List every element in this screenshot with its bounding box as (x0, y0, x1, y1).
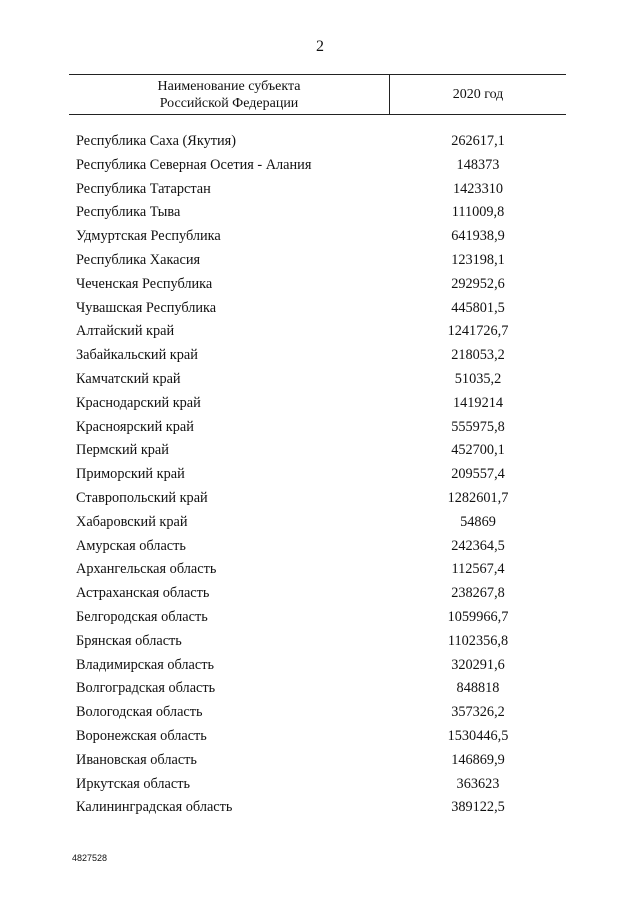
table-row (76, 630, 566, 654)
table-row (76, 582, 566, 606)
region-value: 641938,9 (451, 228, 505, 245)
region-value: 1059966,7 (447, 608, 509, 625)
region-value: 848818 (456, 680, 500, 697)
table-row (76, 249, 566, 273)
region-name: Владимирская область (76, 656, 215, 673)
table-row (76, 344, 566, 368)
table-row (76, 392, 566, 416)
table-row (76, 130, 566, 154)
table-row (76, 535, 566, 559)
region-name: Забайкальский край (76, 347, 198, 364)
table-row (76, 773, 566, 797)
table-row (76, 297, 566, 321)
region-name: Белгородская область (76, 608, 208, 625)
region-name: Республика Тыва (76, 204, 181, 221)
region-value: 146869,9 (451, 751, 505, 768)
region-name: Вологодская область (76, 704, 203, 721)
table-row (76, 368, 566, 392)
region-value: 1419214 (452, 394, 504, 411)
table-row (76, 796, 566, 820)
region-name: Удмуртская Республика (76, 228, 221, 245)
table-row (76, 725, 566, 749)
page-number: 2 (316, 38, 324, 55)
region-value: 389122,5 (451, 799, 505, 816)
region-name: Алтайский край (76, 323, 175, 340)
region-name: Калининградская область (76, 799, 233, 816)
region-name: Брянская область (76, 632, 182, 649)
region-name: Архангельская область (76, 561, 217, 578)
table-row (76, 439, 566, 463)
region-name: Амурская область (76, 537, 186, 554)
table-row (76, 154, 566, 178)
table-row (76, 273, 566, 297)
table-row (76, 225, 566, 249)
column-header-name-line1: Наименование субъекта (157, 79, 301, 94)
region-value: 262617,1 (451, 133, 505, 149)
column-header-year: 2020 год (452, 87, 504, 102)
region-value: 1241726,7 (447, 323, 509, 340)
region-name: Республика Северная Осетия - Алания (76, 156, 312, 173)
region-value: 1423310 (452, 180, 504, 197)
region-value: 242364,5 (451, 537, 505, 554)
table-row (76, 463, 566, 487)
region-name: Астраханская область (76, 585, 210, 602)
region-value: 292952,6 (451, 275, 505, 292)
table-row (76, 677, 566, 701)
region-value: 357326,2 (451, 704, 505, 721)
region-name: Чувашская Республика (76, 299, 217, 316)
table-row (76, 558, 566, 582)
table-header (69, 74, 566, 115)
table-row (76, 606, 566, 630)
region-name: Ивановская область (76, 751, 197, 768)
region-name: Республика Саха (Якутия) (76, 133, 236, 149)
column-header-name-line2: Российской Федерации (159, 96, 299, 111)
table-row (76, 654, 566, 678)
region-value: 555975,8 (451, 418, 505, 435)
region-name: Хабаровский край (76, 513, 188, 530)
region-value: 1282601,7 (447, 489, 509, 506)
region-value: 1102356,8 (447, 632, 509, 649)
region-name: Чеченская Республика (76, 275, 213, 292)
table-body (76, 130, 566, 820)
table-row (76, 416, 566, 440)
table-row (76, 487, 566, 511)
region-name: Волгоградская область (76, 680, 216, 697)
table-row (76, 320, 566, 344)
region-name: Пермский край (76, 442, 169, 459)
column-header-name (69, 75, 390, 114)
document-id: 4827528 (72, 853, 108, 863)
region-name: Красноярский край (76, 418, 194, 435)
region-name: Приморский край (76, 466, 185, 483)
region-name: Республика Хакасия (76, 251, 201, 268)
table-row (76, 511, 566, 535)
region-value: 111009,8 (451, 204, 505, 221)
region-value: 123198,1 (451, 251, 505, 268)
region-name: Краснодарский край (76, 394, 201, 411)
region-value: 445801,5 (451, 299, 505, 316)
region-value: 112567,4 (451, 561, 505, 578)
table-row (76, 749, 566, 773)
region-name: Воронежская область (76, 727, 207, 744)
region-value: 148373 (456, 156, 500, 173)
region-name: Иркутская область (76, 775, 191, 792)
region-value: 54869 (460, 513, 496, 530)
region-name: Республика Татарстан (76, 180, 211, 197)
region-value: 51035,2 (454, 370, 502, 387)
table-row (76, 178, 566, 202)
region-value: 1530446,5 (447, 727, 509, 744)
region-name: Ставропольский край (76, 489, 208, 506)
region-value: 238267,8 (451, 585, 505, 602)
region-value: 452700,1 (451, 442, 505, 459)
region-value: 320291,6 (451, 656, 505, 673)
region-name: Камчатский край (76, 370, 181, 387)
table-row (76, 201, 566, 225)
region-value: 209557,4 (451, 466, 505, 483)
table-row (76, 701, 566, 725)
region-value: 218053,2 (451, 347, 505, 364)
region-value: 363623 (456, 775, 500, 792)
